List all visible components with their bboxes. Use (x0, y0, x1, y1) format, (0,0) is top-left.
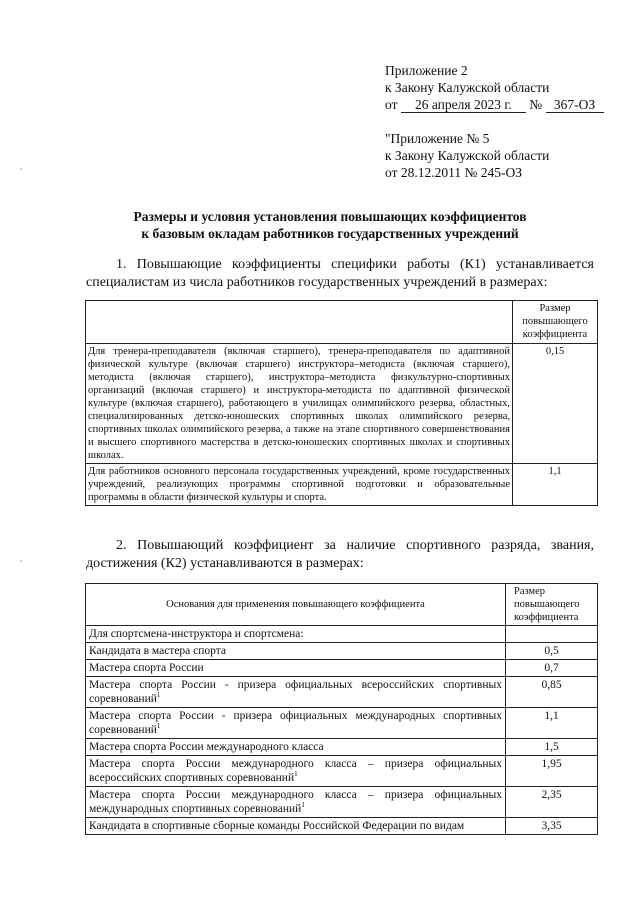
row-value: 0,15 (513, 344, 598, 464)
row-value: 0,85 (506, 677, 598, 708)
row-text: Мастера спорта России международного класса – призера официальных международных спортивных соревнований (89, 789, 502, 815)
paragraph-1: 1. Повышающие коэффициенты специфики работы (К1) устанавливается специалистам из числа работников государственных учреждений в размерах: (86, 257, 594, 290)
table-row (86, 818, 598, 835)
row-value: 1,1 (506, 708, 598, 739)
law-number: 367-ОЗ (546, 97, 604, 113)
row-value: 1,95 (506, 756, 598, 787)
header-empty-cell (86, 301, 513, 344)
row-description: Кандидата в спортивные сборные команды Российской Федерации по видам (86, 818, 506, 835)
group-label: Для спортсмена-инструктора и спортсмена: (86, 626, 506, 643)
group-empty-cell (506, 626, 598, 643)
document-title (60, 208, 600, 242)
coefficient-table-k2 (85, 583, 598, 835)
row-value: 0,5 (506, 643, 598, 660)
scan-speck (20, 560, 22, 562)
table-row (86, 344, 598, 464)
row-text: Мастера спорта России - призера официальных всероссийских спортивных соревнований (89, 679, 502, 705)
footnote-marker: 1 (156, 691, 161, 700)
table-row (86, 756, 598, 787)
header-coefficient-cell: Размер повышающего коэффициента (513, 301, 598, 344)
table-row (86, 464, 598, 506)
table-row (86, 708, 598, 739)
row-description: Мастера спорта России (86, 660, 506, 677)
row-description (86, 708, 506, 739)
row-value: 0,7 (506, 660, 598, 677)
original-appendix-header (385, 130, 549, 181)
original-appendix-law: к Закону Калужской области (385, 148, 550, 163)
table-row (86, 677, 598, 708)
row-description (86, 787, 506, 818)
row-value: 1,1 (513, 464, 598, 506)
table-row (86, 739, 598, 756)
footnote-marker: 1 (301, 801, 305, 810)
row-description (86, 756, 506, 787)
original-appendix-date: от 28.12.2011 № 245-ОЗ (385, 165, 522, 180)
table-row (86, 643, 598, 660)
coefficient-table-k1 (85, 300, 598, 506)
row-description (86, 677, 506, 708)
row-description: Для работников основного персонала государственных учреждений, кроме государственных учреждений, реализующих программы спортивной подготовки и образовательные программы в области физической культуры и спорта. (86, 464, 513, 506)
row-description: Для тренера-преподавателя (включая старшего), тренера-преподавателя по адаптивной физической культуре (включая старшего) инструктора–методиста (включая старшего), методиста (включая старшего), инструктора–методиста физкультурно-спортивных организаций (включая старшего) и инструктора-методиста по адаптивной физической культуре (включая старшего), работающего в училищах олимпийского резерва, областных, специализированных детско-юношеских спортивных школах олимпийского резерва, спортивных школах олимпийского резерва, а также на этапе спортивного совершенствования и высшего спортивного мастерства в детско-юношеских спортивных школах и спортивных школах. (86, 344, 513, 464)
table-row (86, 787, 598, 818)
header-basis-cell: Основания для применения повышающего коэффициента (86, 584, 506, 626)
from-prefix: от (385, 97, 398, 112)
appendix-title: Приложение 2 (385, 63, 468, 78)
paragraph-2: 2. Повышающий коэффициент за наличие спортивного разряда, звания, достижения (К2) устанавливаются в размерах: (86, 538, 594, 571)
row-value: 2,35 (506, 787, 598, 818)
scan-speck (20, 168, 22, 170)
appendix-date-line (385, 96, 604, 113)
original-appendix-title: "Приложение № 5 (385, 131, 490, 146)
table-group-row (86, 626, 598, 643)
row-description: Кандидата в мастера спорта (86, 643, 506, 660)
row-value: 1,5 (506, 739, 598, 756)
table-row (86, 660, 598, 677)
adoption-date: 26 апреля 2023 г. (401, 97, 526, 113)
footnote-marker: 1 (156, 722, 161, 731)
number-sign: № (529, 97, 543, 112)
title-line-2: к базовым окладам работников государственных учреждений (141, 226, 519, 241)
title-line-1: Размеры и условия установления повышающих коэффициентов (133, 209, 527, 224)
row-text: Мастера спорта России - призера официальных международных спортивных соревнований (89, 710, 502, 736)
footnote-marker: 1 (294, 770, 298, 779)
table-header-row (86, 301, 598, 344)
table-header-row (86, 584, 598, 626)
appendix-header (385, 62, 604, 113)
row-description: Мастера спорта России международного класса (86, 739, 506, 756)
row-value: 3,35 (506, 818, 598, 835)
row-text: Мастера спорта России международного класса – призера официальных всероссийских спортивных соревнований (89, 758, 502, 784)
appendix-law: к Закону Калужской области (385, 80, 550, 95)
header-coefficient-cell: Размер повышающего коэффициента (506, 584, 598, 626)
